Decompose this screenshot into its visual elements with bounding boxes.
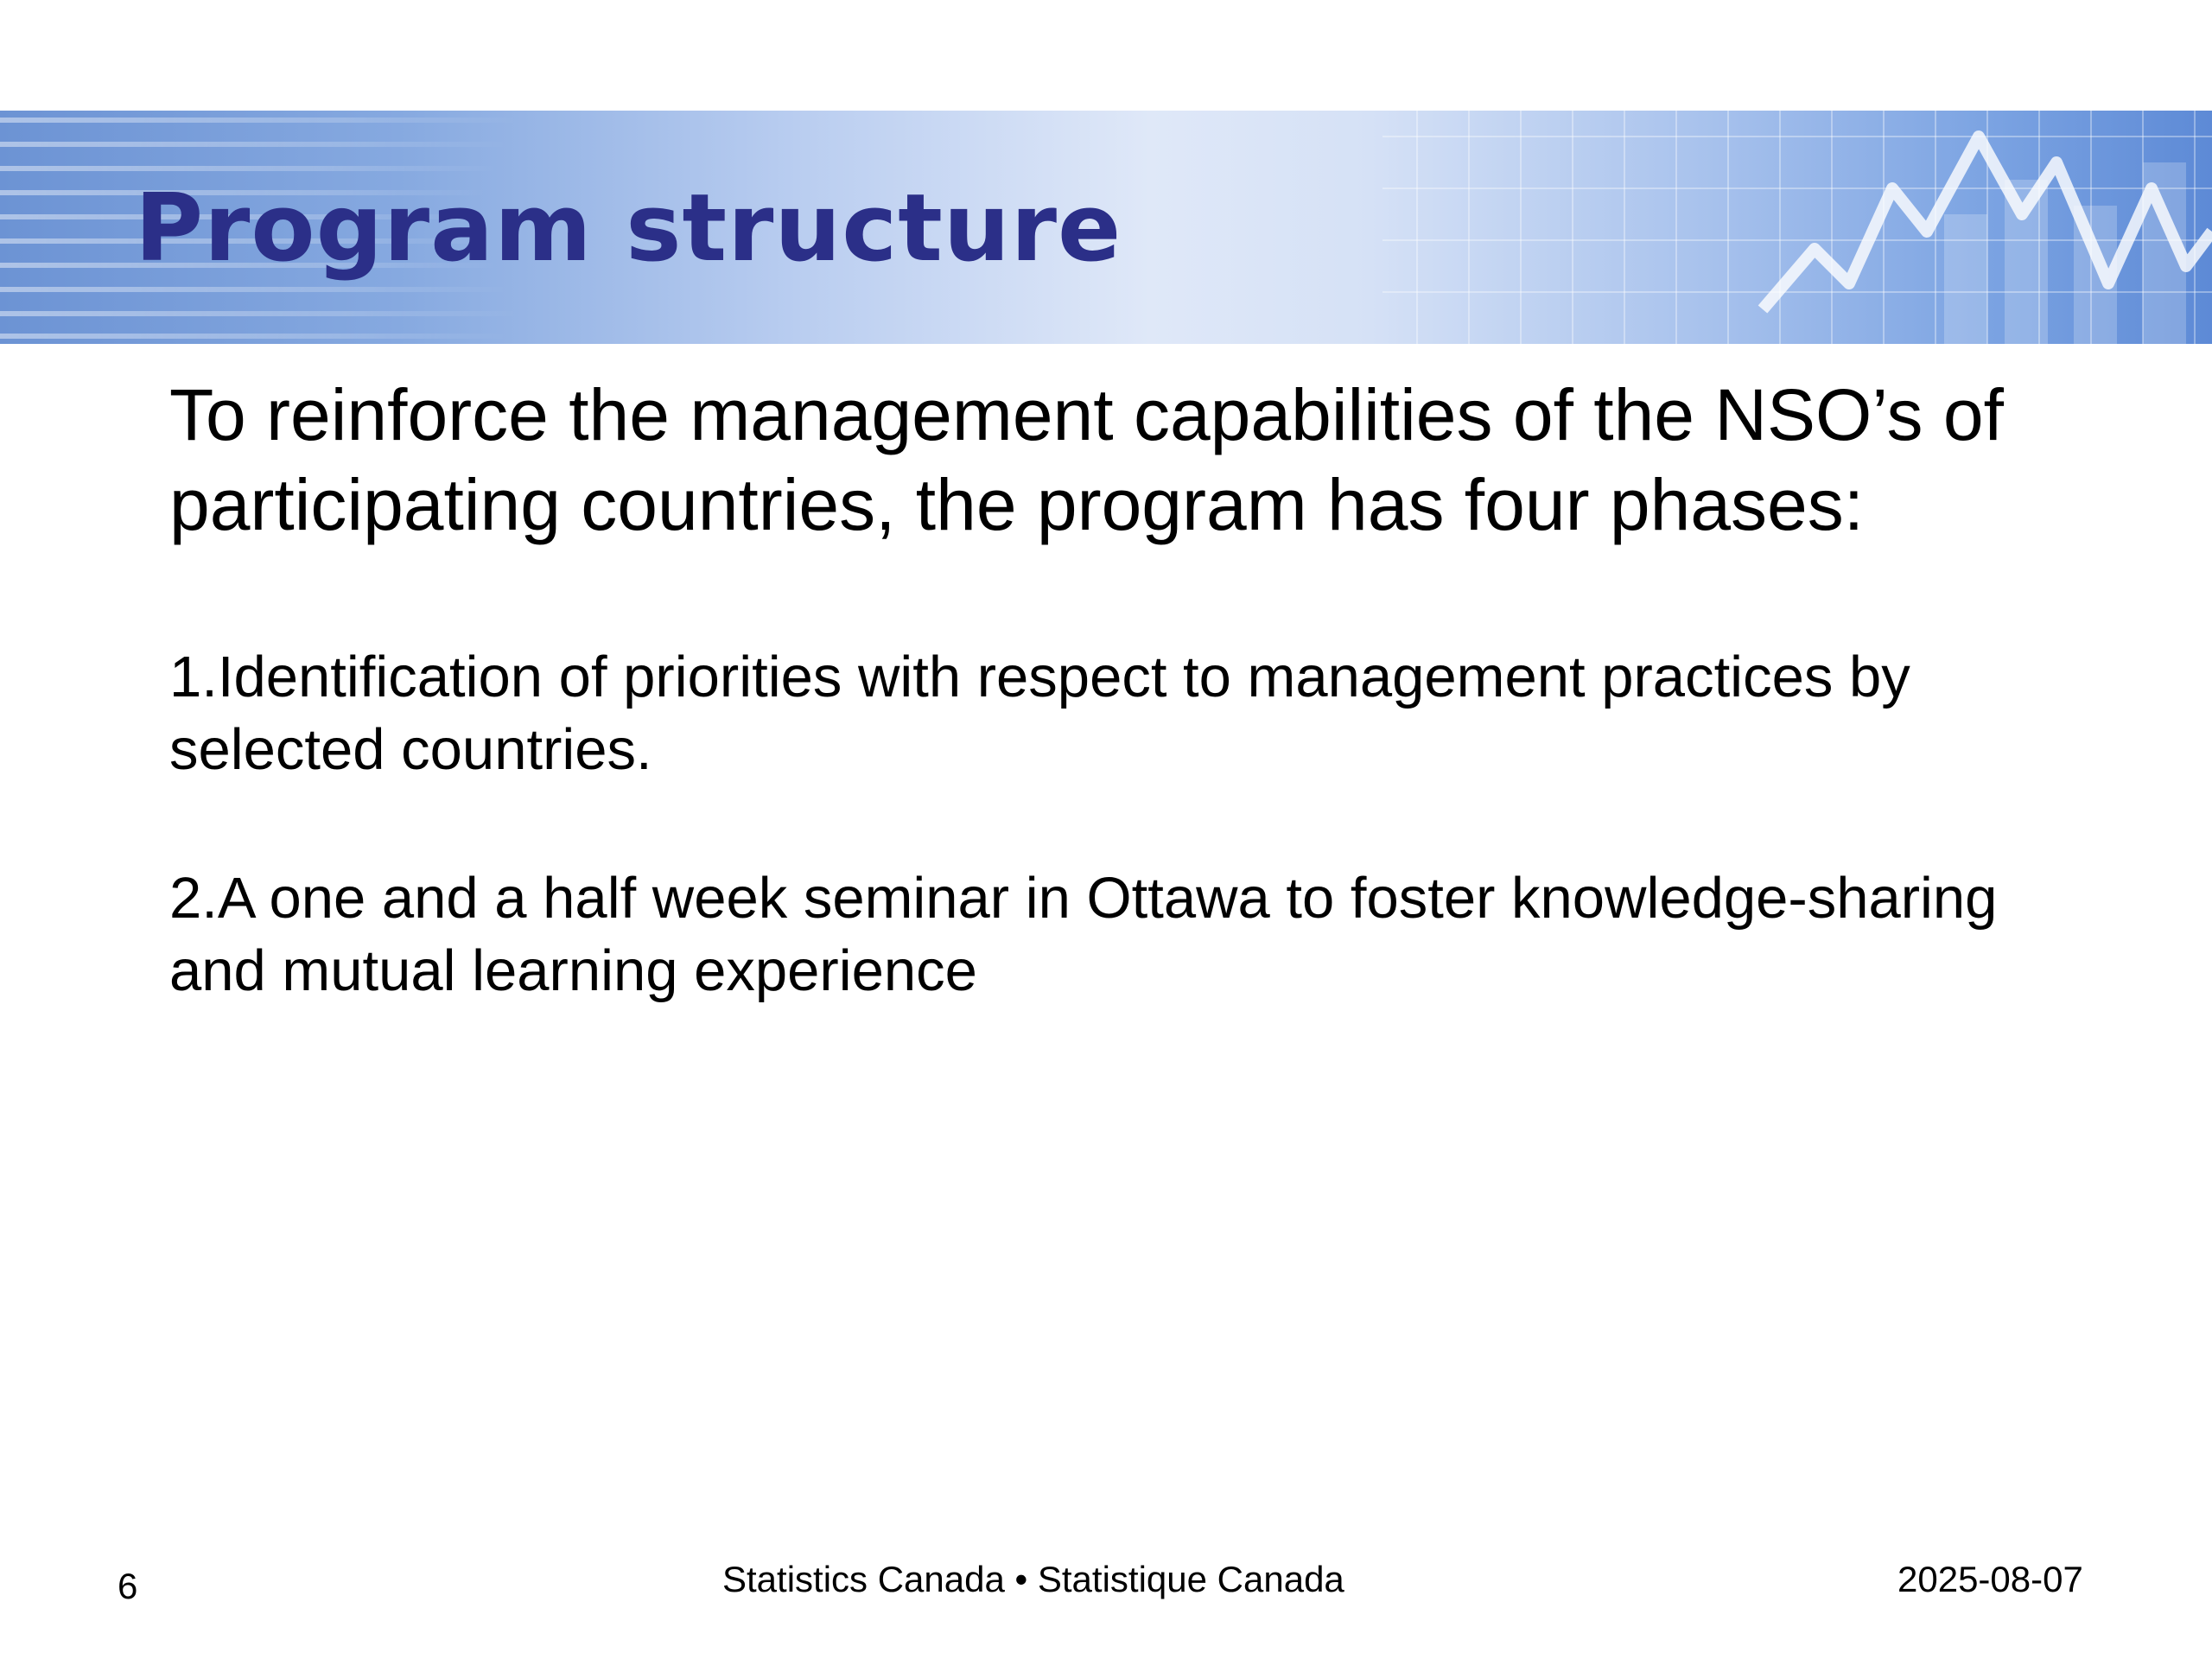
slide-title: Program structure	[135, 175, 1122, 283]
footer-date: 2025-08-07	[1897, 1559, 2083, 1599]
slide-body	[169, 370, 2105, 1007]
slide-number: 6	[118, 1566, 138, 1606]
phase-item: 1.Identification of priorities with respect to management practices by selected countries.	[169, 645, 1910, 782]
footer-organization: Statistics Canada • Statistique Canada	[722, 1559, 1344, 1599]
phase-item: 2.A one and a half week seminar in Ottawa to foster knowledge-sharing and mutual learning experience	[169, 866, 1998, 1003]
intro-text: To reinforce the management capabilities of the NSO’s of participating countries, the program has four phases:	[169, 374, 2004, 545]
